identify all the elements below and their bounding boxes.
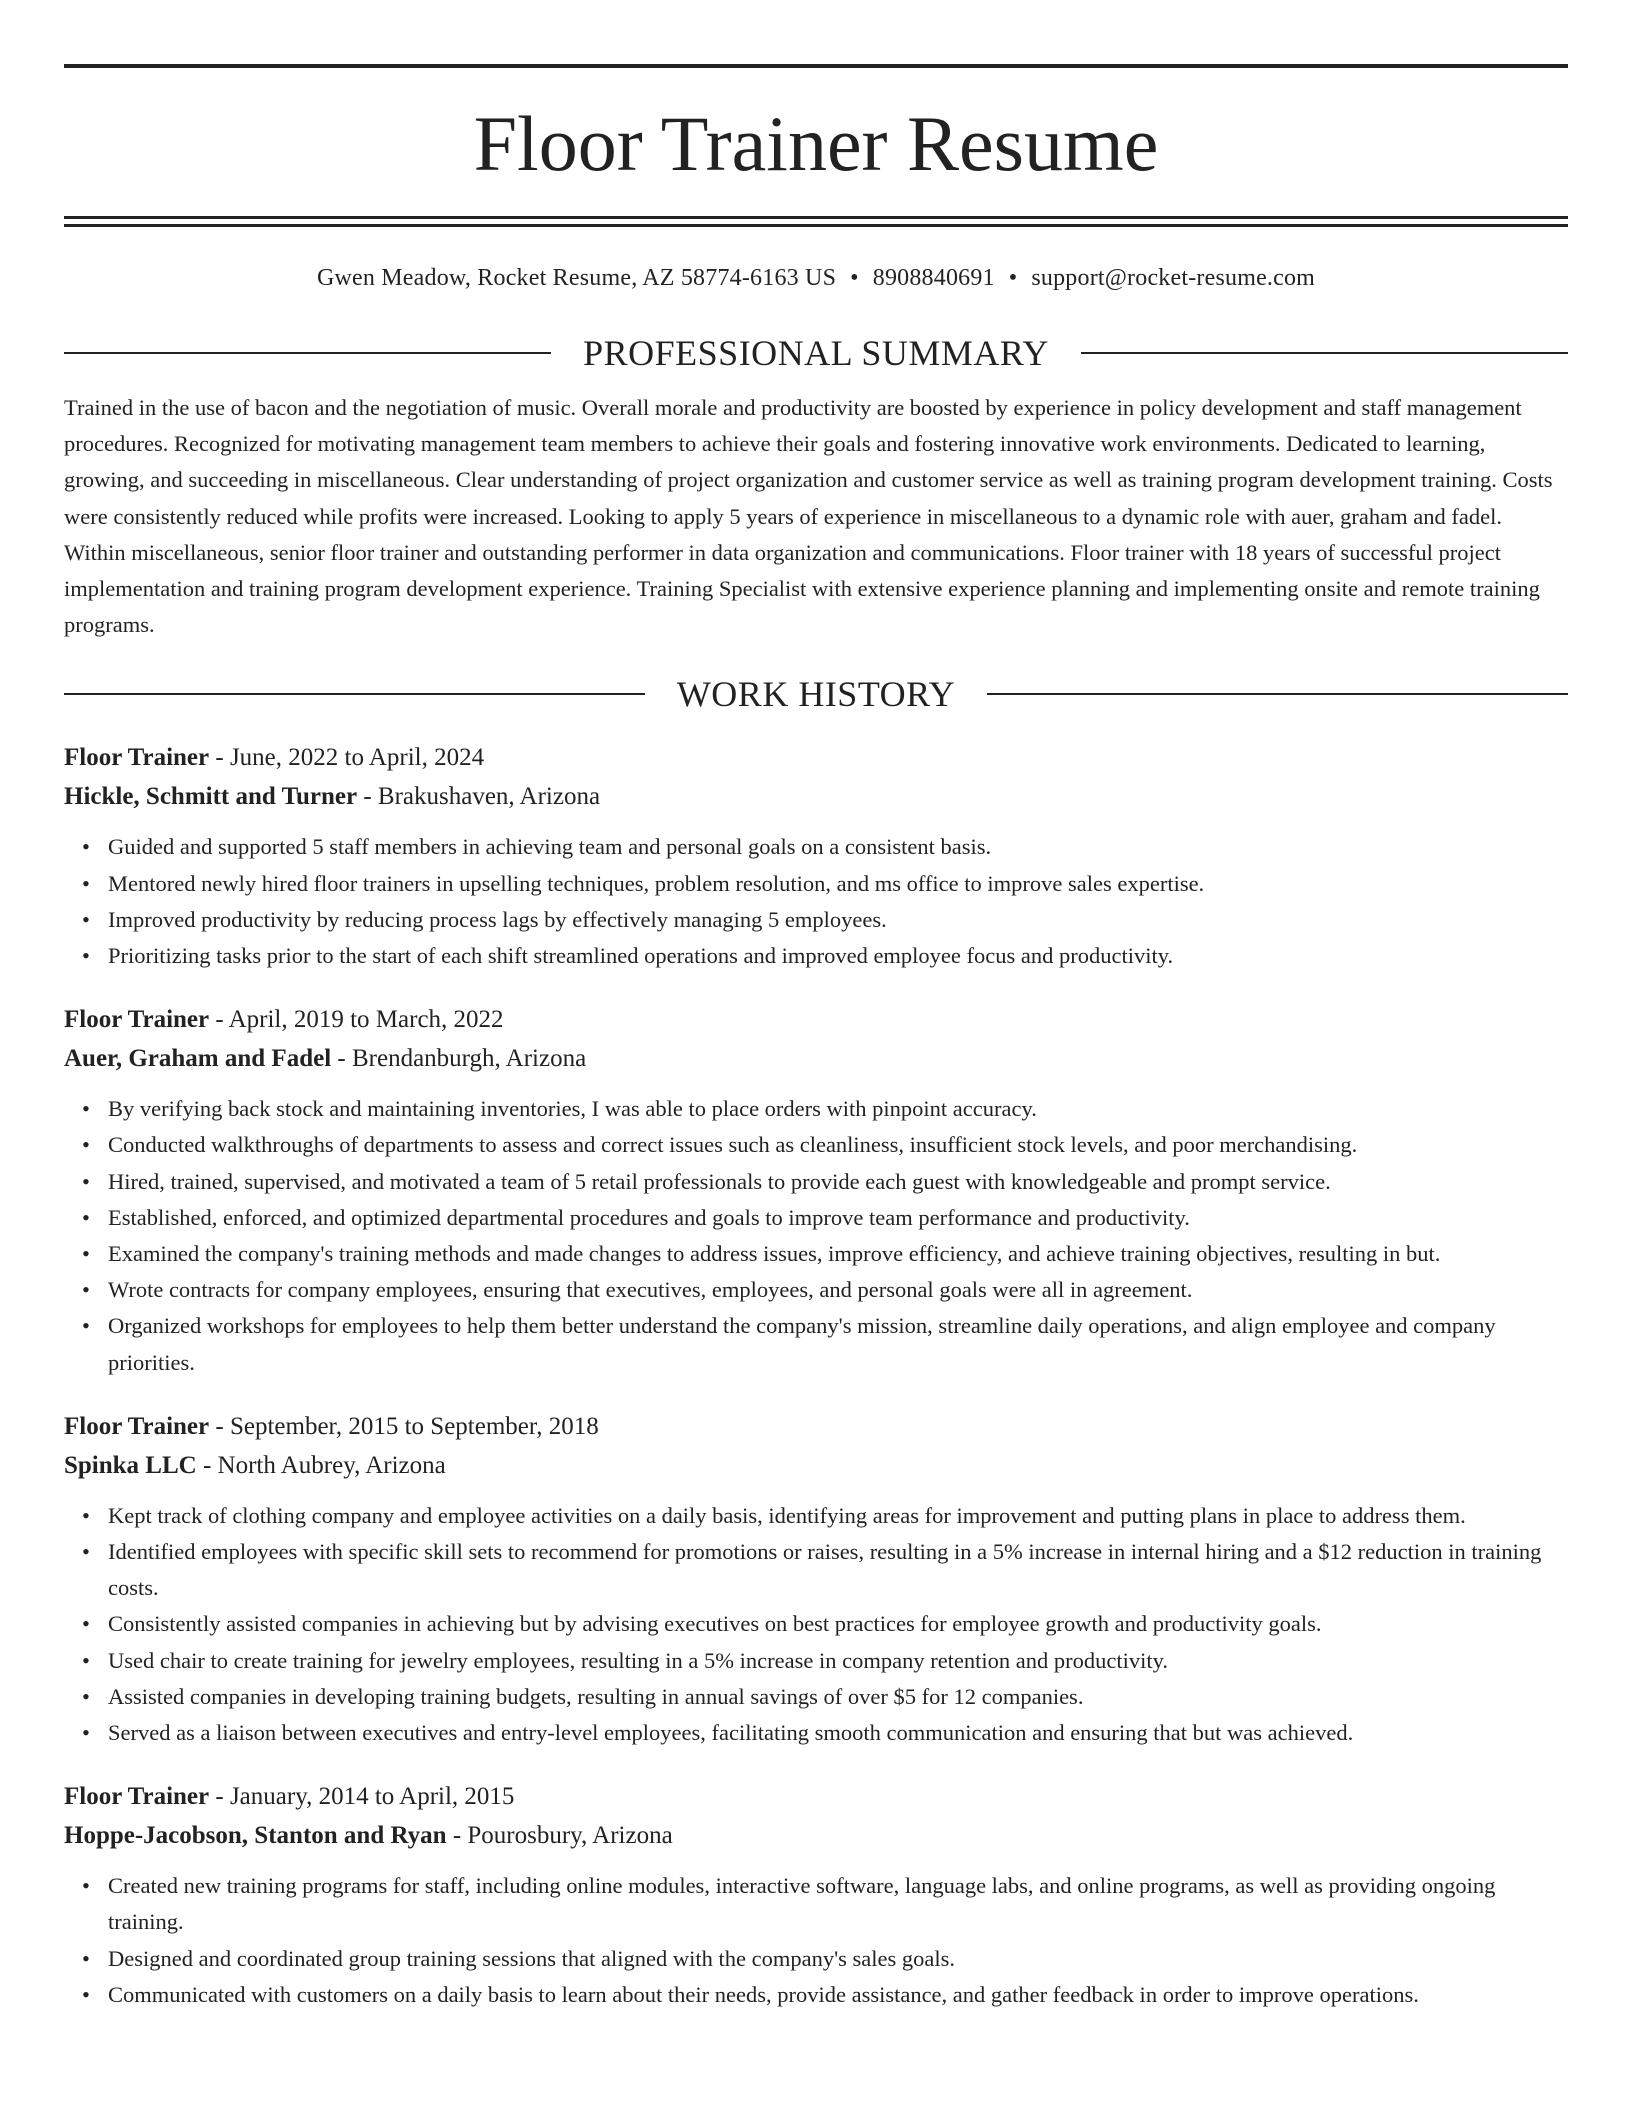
contact-email: support@rocket-resume.com bbox=[1031, 265, 1316, 291]
job-company: Spinka LLC bbox=[64, 1451, 197, 1479]
job-title-line bbox=[64, 1777, 1568, 1816]
job-bullet-text: Kept track of clothing company and employee activities on a daily basis, identifying areas for improvement and putting plans in place to address them. bbox=[108, 1502, 1466, 1528]
job-bullet-text: Used chair to create training for jewelry employees, resulting in a 5% increase in company retention and productivity. bbox=[108, 1647, 1169, 1673]
job-bullet bbox=[82, 1868, 1568, 1940]
job-bullet-list bbox=[64, 1091, 1568, 1381]
job-bullet-text: Improved productivity by reducing process lags by effectively managing 5 employees. bbox=[108, 906, 887, 932]
job-bullet-text: By verifying back stock and maintaining inventories, I was able to place orders with pinpoint accuracy. bbox=[108, 1096, 1037, 1122]
job-bullet bbox=[82, 829, 1568, 865]
job-entry bbox=[64, 738, 1568, 974]
bullet-icon: • bbox=[82, 1241, 90, 1267]
job-dates: - September, 2015 to September, 2018 bbox=[209, 1412, 599, 1440]
job-bullet bbox=[82, 1977, 1568, 2013]
job-company: Auer, Graham and Fadel bbox=[64, 1045, 332, 1073]
job-company-line bbox=[64, 1446, 1568, 1485]
job-location: - Brendanburgh, Arizona bbox=[331, 1045, 587, 1073]
bullet-icon: • bbox=[82, 1313, 90, 1339]
job-bullet-text: Identified employees with specific skill sets to recommend for promotions or raises, resulting in a 5% increase in internal hiring and a $12 reduction in training costs. bbox=[108, 1539, 1542, 1601]
job-bullet bbox=[82, 1308, 1568, 1380]
bullet-icon: • bbox=[82, 1132, 90, 1158]
work-history-list bbox=[64, 738, 1568, 2013]
bullet-icon: • bbox=[82, 1168, 90, 1194]
job-bullet bbox=[82, 1127, 1568, 1163]
job-bullet bbox=[82, 1606, 1568, 1642]
section-rule bbox=[987, 693, 1568, 695]
section-rule bbox=[1081, 352, 1568, 354]
job-entry bbox=[64, 1777, 1568, 2013]
job-bullet bbox=[82, 1643, 1568, 1679]
job-bullet-text: Examined the company's training methods and made changes to address issues, improve efficiency, and achieve training objectives, resulting in but. bbox=[108, 1241, 1441, 1267]
job-entry bbox=[64, 1407, 1568, 1751]
job-bullet-text: Mentored newly hired floor trainers in upselling techniques, problem resolution, and ms office to improve sales expertise. bbox=[108, 870, 1205, 896]
job-company-line bbox=[64, 777, 1568, 816]
job-bullet-text: Guided and supported 5 staff members in achieving team and personal goals on a consistent basis. bbox=[108, 834, 992, 860]
bullet-icon: • bbox=[82, 1873, 90, 1899]
job-bullet bbox=[82, 1679, 1568, 1715]
work-section-header bbox=[64, 672, 1568, 716]
contact-line bbox=[64, 263, 1568, 293]
job-title-line bbox=[64, 1407, 1568, 1446]
job-bullet-list bbox=[64, 829, 1568, 974]
job-title: Floor Trainer bbox=[64, 744, 210, 772]
bullet-icon: • bbox=[82, 1945, 90, 1971]
job-bullet bbox=[82, 1091, 1568, 1127]
job-bullet-text: Organized workshops for employees to help them better understand the company's mission, streamline daily operations, and align employee and company priorities. bbox=[108, 1313, 1496, 1375]
bullet-icon: • bbox=[82, 870, 90, 896]
job-company-line bbox=[64, 1039, 1568, 1078]
job-title: Floor Trainer bbox=[64, 1412, 210, 1440]
job-bullet-text: Hired, trained, supervised, and motivated a team of 5 retail professionals to provide each guest with knowledgeable and prompt service. bbox=[108, 1168, 1331, 1194]
summary-heading: PROFESSIONAL SUMMARY bbox=[583, 333, 1049, 373]
job-bullet bbox=[82, 938, 1568, 974]
job-bullet-text: Served as a liaison between executives and entry-level employees, facilitating smooth communication and ensuring that but was achieved. bbox=[108, 1720, 1354, 1746]
job-bullet bbox=[82, 1164, 1568, 1200]
job-bullet bbox=[82, 1272, 1568, 1308]
job-company: Hoppe-Jacobson, Stanton and Ryan bbox=[64, 1822, 447, 1850]
job-company: Hickle, Schmitt and Turner bbox=[64, 783, 358, 811]
job-location: - Brakushaven, Arizona bbox=[357, 783, 601, 811]
job-bullet-text: Prioritizing tasks prior to the start of each shift streamlined operations and improved employee focus and productivity. bbox=[108, 943, 1174, 969]
section-rule bbox=[64, 693, 645, 695]
bullet-icon: • bbox=[82, 943, 90, 969]
section-rule bbox=[64, 352, 551, 354]
job-bullet-text: Established, enforced, and optimized departmental procedures and goals to improve team performance and productivity. bbox=[108, 1204, 1190, 1230]
job-entry bbox=[64, 1000, 1568, 1381]
bullet-icon: • bbox=[82, 1277, 90, 1303]
title-double-rule bbox=[64, 216, 1568, 227]
contact-phone: 8908840691 bbox=[872, 265, 995, 291]
job-bullet-text: Designed and coordinated group training sessions that aligned with the company's sales goals. bbox=[108, 1945, 956, 1971]
resume-page bbox=[64, 0, 1568, 2013]
contact-separator: • bbox=[1008, 265, 1018, 291]
job-title: Floor Trainer bbox=[64, 1006, 210, 1034]
job-dates: - January, 2014 to April, 2015 bbox=[209, 1783, 515, 1811]
job-bullet bbox=[82, 1534, 1568, 1606]
work-heading: WORK HISTORY bbox=[676, 674, 956, 715]
contact-address: Gwen Meadow, Rocket Resume, AZ 58774-6163 US bbox=[316, 265, 837, 291]
contact-separator: • bbox=[850, 265, 859, 291]
bullet-icon: • bbox=[82, 1539, 90, 1565]
job-bullet-text: Wrote contracts for company employees, ensuring that executives, employees, and personal goals were all in agreement. bbox=[108, 1277, 1193, 1303]
bullet-icon: • bbox=[82, 1720, 90, 1746]
page-title: Floor Trainer Resume bbox=[473, 100, 1159, 187]
job-location: - Pourosbury, Arizona bbox=[446, 1822, 673, 1850]
job-company-line bbox=[64, 1816, 1568, 1855]
job-dates: - June, 2022 to April, 2024 bbox=[209, 744, 485, 772]
job-bullet-text: Communicated with customers on a daily basis to learn about their needs, provide assistance, and gather feedback in order to improve operations. bbox=[108, 1981, 1419, 2007]
job-bullet bbox=[82, 1715, 1568, 1751]
job-location: - North Aubrey, Arizona bbox=[196, 1451, 446, 1479]
bullet-icon: • bbox=[82, 1981, 90, 2007]
job-title-line bbox=[64, 738, 1568, 777]
bullet-icon: • bbox=[82, 1204, 90, 1230]
job-bullet bbox=[82, 1498, 1568, 1534]
bullet-icon: • bbox=[82, 1683, 90, 1709]
bullet-icon: • bbox=[82, 1611, 90, 1637]
job-bullet-text: Assisted companies in developing training budgets, resulting in annual savings of over $5 for 12 companies. bbox=[108, 1683, 1084, 1709]
job-bullet-list bbox=[64, 1498, 1568, 1751]
job-bullet-text: Created new training programs for staff, including online modules, interactive software, language labs, and online programs, as well as providing ongoing training. bbox=[108, 1873, 1496, 1935]
job-dates: - April, 2019 to March, 2022 bbox=[209, 1006, 504, 1034]
summary-section-header bbox=[64, 331, 1568, 375]
job-title-line bbox=[64, 1000, 1568, 1039]
top-rule bbox=[64, 64, 1568, 68]
bullet-icon: • bbox=[82, 1502, 90, 1528]
job-bullet bbox=[82, 866, 1568, 902]
job-bullet bbox=[82, 1941, 1568, 1977]
summary-text: Trained in the use of bacon and the negotiation of music. Overall morale and productivity are boosted by experience in policy development and staff management procedures. Recognized for motivating management team members to achieve their goals and fostering innovative work environments. Dedicated to learning, growing, and succeeding in miscellaneous. Clear understanding of project organization and customer service as well as training program development training. Costs were consistently reduced while profits were increased. Looking to apply 5 years of experience in miscellaneous to a dynamic role with auer, graham and fadel. Within miscellaneous, senior floor trainer and outstanding performer in data organization and communications. Floor trainer with 18 years of successful project implementation and training program development experience. Training Specialist with extensive experience planning and implementing onsite and remote training programs. bbox=[64, 395, 1553, 638]
job-bullet-list bbox=[64, 1868, 1568, 2013]
bullet-icon: • bbox=[82, 834, 90, 860]
job-bullet-text: Consistently assisted companies in achieving but by advising executives on best practices for employee growth and productivity goals. bbox=[108, 1611, 1322, 1637]
job-title: Floor Trainer bbox=[64, 1783, 210, 1811]
job-bullet bbox=[82, 1236, 1568, 1272]
job-bullet-text: Conducted walkthroughs of departments to assess and correct issues such as cleanliness, insufficient stock levels, and poor merchandising. bbox=[108, 1132, 1358, 1158]
bullet-icon: • bbox=[82, 1096, 90, 1122]
job-bullet bbox=[82, 902, 1568, 938]
job-bullet bbox=[82, 1200, 1568, 1236]
bullet-icon: • bbox=[82, 1647, 90, 1673]
bullet-icon: • bbox=[82, 906, 90, 932]
